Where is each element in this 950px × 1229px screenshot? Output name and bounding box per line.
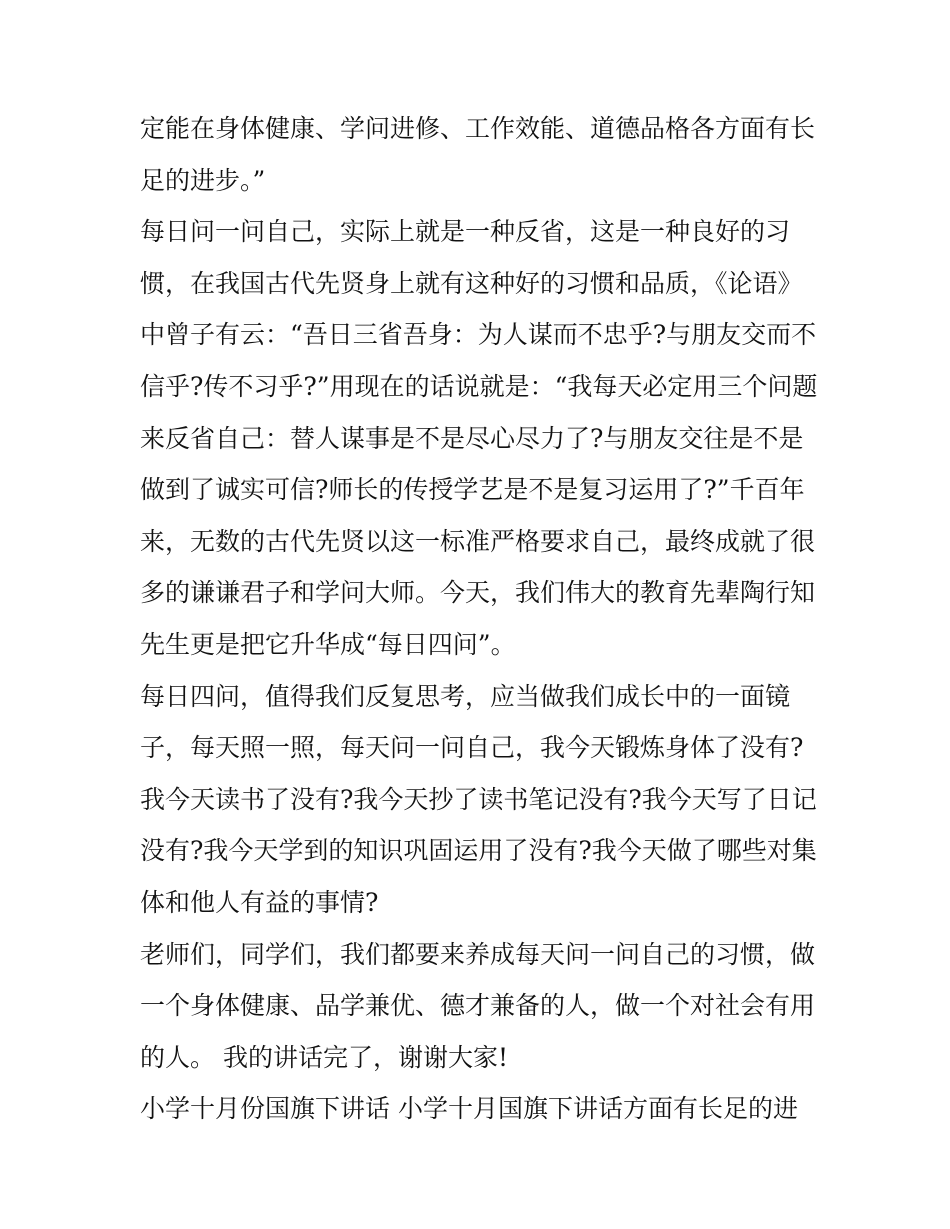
text-line-10: 多的谦谦君子和学问大师。今天，我们伟大的教育先辈陶行知 [140,578,816,608]
text-line-12: 每日四问，值得我们反复思考，应当做我们成长中的一面镜 [140,681,791,711]
text-line-8: 做到了诚实可信?师长的传授学艺是不是复习运用了?”千百年 [140,475,805,505]
text-line-15: 没有?我今天学到的知识巩固运用了没有?我今天做了哪些对集 [140,836,817,866]
text-line-2: 足的进步。” [140,165,266,195]
text-line-4: 惯，在我国古代先贤身上就有这种好的习惯和品质，《论语》 [140,268,803,298]
text-line-7: 来反省自己：替人谋事是不是尽心尽力了?与朋友交往是不是 [140,423,804,453]
speech-text [140,103,830,1135]
text-line-19: 的人。 我的讲话完了，谢谢大家! [140,1042,508,1072]
text-line-11: 先生更是把它升华成“每日四问”。 [140,629,516,659]
text-line-9: 来，无数的古代先贤以这一标准严格要求自己，最终成就了很 [140,526,816,556]
text-line-13: 子，每天照一照，每天问一问自己，我今天锻炼身体了没有? [140,733,804,763]
text-line-20: 小学十月份国旗下讲话 小学十月国旗下讲话方面有长足的进 [140,1094,798,1124]
text-line-3: 每日问一问自己，实际上就是一种反省，这是一种良好的习 [140,217,791,247]
text-line-6: 信乎?传不习乎?”用现在的话说就是：“我每天必定用三个问题 [140,371,818,401]
text-line-18: 一个身体健康、品学兼优、德才兼备的人，做一个对社会有用 [140,991,816,1021]
text-line-1: 定能在身体健康、学问进修、工作效能、道德品格各方面有长 [140,114,816,143]
text-line-14: 我今天读书了没有?我今天抄了读书笔记没有?我今天写了日记 [140,784,817,814]
text-line-5: 中曾子有云：“吾日三省吾身：为人谋而不忠乎?与朋友交而不 [140,320,817,350]
text-line-16: 体和他人有益的事情? [140,887,379,917]
text-line-17: 老师们，同学们，我们都要来养成每天问一问自己的习惯，做 [140,939,816,969]
